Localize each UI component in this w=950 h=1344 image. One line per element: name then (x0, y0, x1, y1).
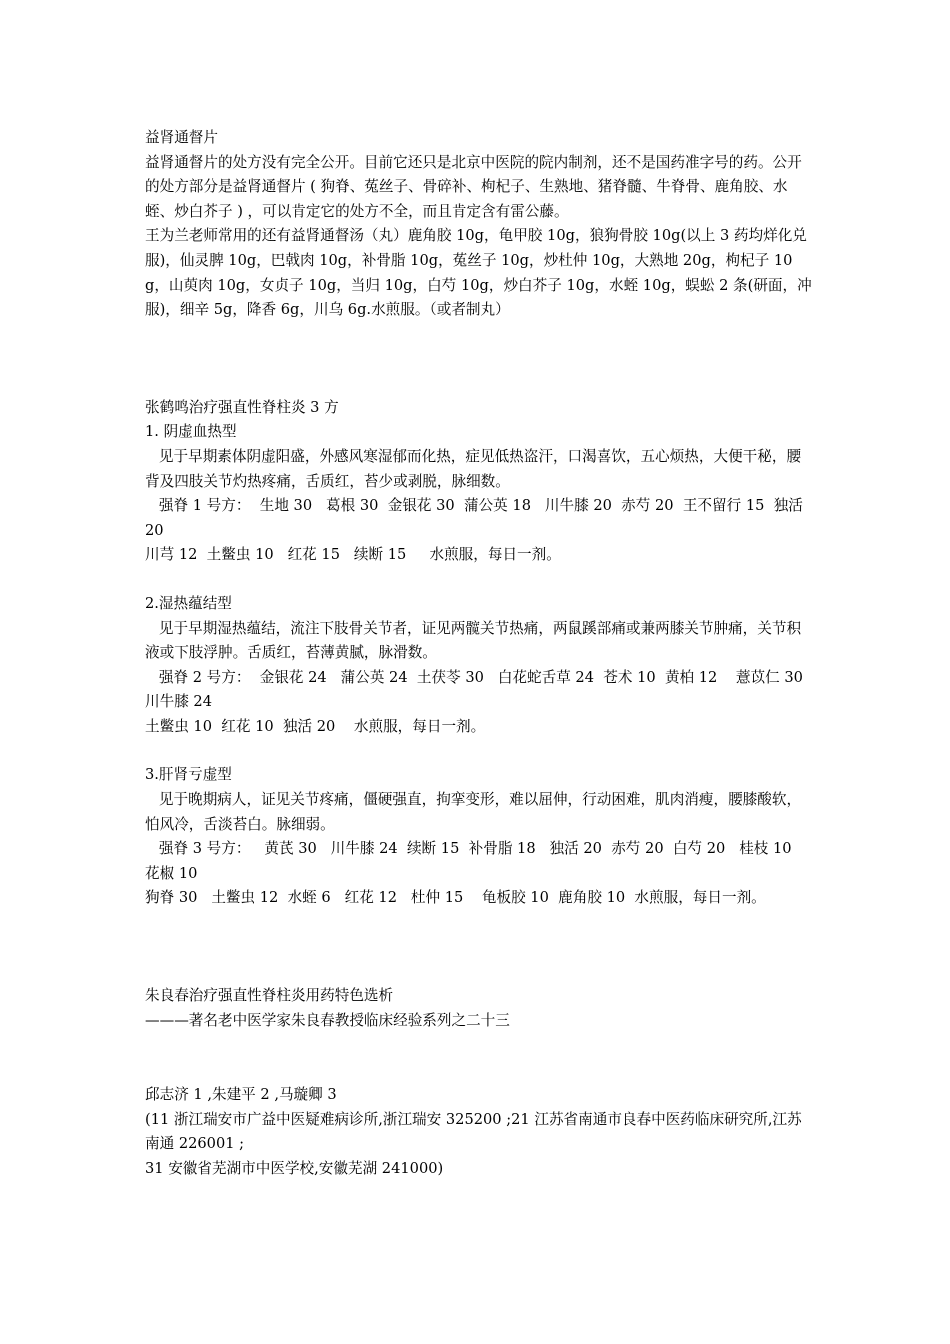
type-description: 见于早期湿热蕴结，流注下肢骨关节者，证见两髋关节热痛，两鼠蹊部痛或兼两膝关节肿痛，关节积液或下肢浮肿。舌质红，苔薄黄腻，脉滑数。 (145, 619, 802, 662)
spacer (145, 568, 815, 592)
paragraph: 王为兰老师常用的还有益肾通督汤（丸）鹿角胶 10g，龟甲胶 10g，狼狗骨胶 10g(以上 3 药均烊化兑服)，仙灵脾 10g，巴戟肉 10g，补骨脂 10g，菟丝子 10g，炒杜仲 10g，大熟地 20g，枸杞子 10g，山萸肉 10g，女贞子 10g，当归 10g，白芍 10g，炒白芥子 10g，水蛭 10g，蜈蚣 2 条(研面，冲服)，细辛 5g，降香 6g，川乌 6g.水煎服。（或者制丸） (145, 227, 812, 319)
authors: 邱志济 1 ,朱建平 2 ,马璇卿 3 (145, 1086, 337, 1104)
affiliation: (11 浙江瑞安市广益中医疑难病诊所,浙江瑞安 325200 ;21 江苏省南通市良春中医药临床研究所,江苏南通 226001 ; (145, 1110, 802, 1153)
formula-line: 强脊 3 号方： 黄芪 30 川牛膝 24 续断 15 补骨脂 18 独活 20 赤芍 20 白芍 20 桂枝 10 花椒 10 (145, 840, 801, 882)
section-title: 张鹤鸣治疗强直性脊柱炎 3 方 (145, 398, 339, 416)
formula-line: 狗脊 30 土鳖虫 12 水蛭 6 红花 12 杜仲 15 龟板胶 10 鹿角胶 10 水煎服，每日一剂。 (145, 889, 766, 907)
formula-line: 土鳖虫 10 红花 10 独活 20 水煎服，每日一剂。 (145, 717, 486, 735)
paragraph: 益肾通督片的处方没有完全公开。目前它还只是北京中医院的院内制剂，还不是国药准字号的药。公开的处方部分是益肾通督片 ( 狗脊、菟丝子、骨碎补、枸杞子、生熟地、猪脊髓、牛脊骨、鹿角胶、水蛭、炒白芥子 ) ，可以肯定它的处方不全，而且肯定含有雷公藤。 (145, 153, 802, 220)
formula-line: 强脊 1 号方： 生地 30 葛根 30 金银花 30 蒲公英 18 川牛膝 20 赤芍 20 王不留行 15 独活 20 (145, 497, 808, 539)
spacer (145, 1033, 815, 1083)
section-title: 益肾通督片 (145, 129, 218, 146)
section-subtitle: ———著名老中医学家朱良春教授临床经验系列之二十三 (145, 1011, 510, 1029)
type-description: 见于晚期病人，证见关节疼痛，僵硬强直，拘挛变形，难以屈伸，行动困难，肌肉消瘦，腰膝酸软，怕风冷，舌淡苔白。脉细弱。 (145, 791, 802, 833)
affiliation: 31 安徽省芜湖市中医学校,安徽芜湖 241000) (145, 1160, 444, 1177)
type-description: 见于早期素体阴虚阳盛，外感风寒湿郁而化热，症见低热盗汗，口渴喜饮，五心烦热，大便干秘，腰背及四肢关节灼热疼痛，舌质红，苔少或剥脱，脉细数。 (145, 447, 802, 490)
formula-line: 强脊 2 号方： 金银花 24 蒲公英 24 土茯苓 30 白花蛇舌草 24 苍术 10 黄柏 12 薏苡仁 30 川牛膝 24 (145, 668, 813, 711)
spacer (145, 739, 815, 763)
formula-line: 川芎 12 土鳖虫 10 红花 15 续断 15 水煎服，每日一剂。 (145, 546, 561, 564)
spacer (145, 323, 815, 396)
type-heading: 1. 阴虚血热型 (145, 423, 237, 441)
document-body (145, 126, 815, 1182)
type-heading: 2.湿热蕴结型 (145, 594, 232, 612)
section-title: 朱良春治疗强直性脊柱炎用药特色选析 (145, 987, 394, 1005)
type-heading: 3.肝肾亏虚型 (145, 766, 232, 784)
spacer (145, 911, 815, 984)
